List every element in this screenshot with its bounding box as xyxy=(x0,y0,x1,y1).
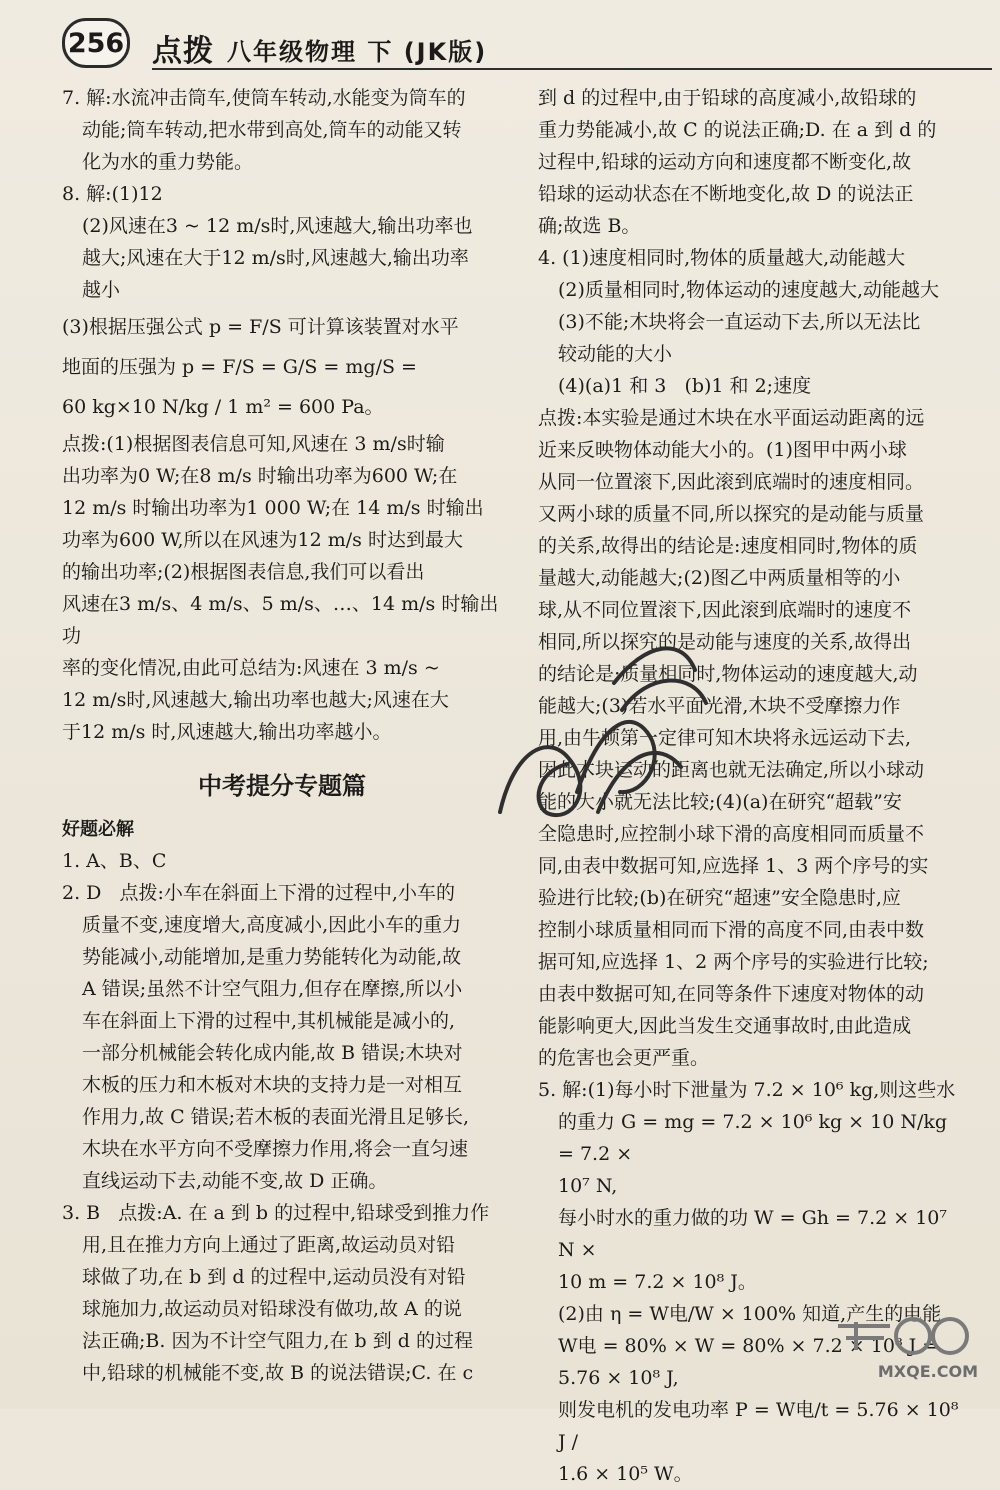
q3-line-5: 法正确;B. 因为不计空气阻力,在 b 到 d 的过程 xyxy=(82,1330,473,1352)
q4-tip-13: 能的大小就无法比较;(4)(a)在研究“超载”安 xyxy=(538,791,902,813)
q8-tip-7: 率的变化情况,由此可总结为:风速在 3 m/s ~ xyxy=(62,657,440,679)
q4-tip-16: 验进行比较;(b)在研究“超速”安全隐患时,应 xyxy=(538,887,901,909)
q2-line-4: A 错误;虽然不计空气阻力,但存在摩擦,所以小 xyxy=(82,978,463,1000)
question-4 xyxy=(538,242,968,402)
page-number: 256 xyxy=(62,18,130,68)
q3c-line-1: 到 d 的过程中,由于铅球的高度减小,故铅球的 xyxy=(538,87,917,109)
q4-tip-10: 能越大;(3)若水平面光滑,木块不受摩擦力作 xyxy=(538,695,901,717)
watermark-text: MXQE.COM xyxy=(877,1362,978,1381)
watermark xyxy=(798,1316,978,1381)
q4-tip-17: 控制小球质量相同而下滑的高度不同,由表中数 xyxy=(538,919,925,941)
q4-tip-14: 全隐患时,应控制小球下滑的高度相同而质量不 xyxy=(538,823,925,845)
q4-tip-6: 量越大,动能越大;(2)图乙中两质量相等的小 xyxy=(538,567,901,589)
section-title: 中考提分专题篇 xyxy=(198,772,366,800)
q8-line-1: 8. 解:(1)12 xyxy=(62,183,163,205)
q2-line-3: 势能减小,动能增加,是重力势能转化为动能,故 xyxy=(82,946,462,968)
q4-tip-2: 近来反映物体动能大小的。(1)图甲中两小球 xyxy=(538,439,907,461)
q8-tip-2: 出功率为0 W;在8 m/s 时输出功率为600 W;在 xyxy=(62,465,458,487)
q4-line-4: 较动能的大小 xyxy=(558,343,673,365)
q8-line-3: 越大;风速在大于12 m/s时,风速越大,输出功率 xyxy=(82,247,469,269)
question-5 xyxy=(538,1074,968,1490)
q5-line-5: 10 m = 7.2 × 10⁸ J。 xyxy=(558,1271,757,1293)
q3c-line-5: 确;故选 B。 xyxy=(538,215,641,237)
q8-line-2: (2)风速在3 ~ 12 m/s时,风速越大,输出功率也 xyxy=(82,215,473,237)
q3c-line-2: 重力势能减小,故 C 的说法正确;D. 在 a 到 d 的 xyxy=(538,119,937,141)
q8-tip-3: 12 m/s 时输出功率为1 000 W;在 14 m/s 时输出 xyxy=(62,497,484,519)
q4-tip-7: 球,从不同位置滚下,因此滚到底端时的速度不 xyxy=(538,599,912,621)
q5-line-1: 5. 解:(1)每小时下泄量为 7.2 × 10⁶ kg,则这些水 xyxy=(538,1079,956,1101)
question-7 xyxy=(62,82,502,178)
q4-tip-11: 用,由牛顿第一定律可知木块将永远运动下去, xyxy=(538,727,912,749)
q4-tip-15: 同,由表中数据可知,应选择 1、3 两个序号的实 xyxy=(538,855,929,877)
q4-line-2: (2)质量相同时,物体运动的速度越大,动能越大 xyxy=(558,279,939,301)
q4-tip-12: 因此木块运动的距离也就无法确定,所以小球动 xyxy=(538,759,925,781)
watermark-logo xyxy=(798,1316,978,1366)
q5-line-6: (2)由 η = W电/W × 100% 知道,产生的电能 xyxy=(558,1303,942,1325)
handwritten-signature xyxy=(474,600,734,850)
q8-tip-6: 风速在3 m/s、4 m/s、5 m/s、…、14 m/s 时输出功 xyxy=(62,593,499,647)
q4-tip-4: 又两小球的质量不同,所以探究的是动能与质量 xyxy=(538,503,925,525)
page-header xyxy=(62,18,982,69)
q2-line-6: 一部分机械能会转化成内能,故 B 错误;木块对 xyxy=(82,1042,463,1064)
question-3-continued xyxy=(538,82,968,242)
q2-line-8: 作用力,故 C 错误;若木板的表面光滑且足够长, xyxy=(82,1106,470,1128)
q8-tip-4: 功率为600 W,所以在风速为12 m/s 时达到最大 xyxy=(62,529,463,551)
brand-title: 点拨 xyxy=(152,34,214,69)
question-8 xyxy=(62,178,502,748)
q5-line-4: 每小时水的重力做的功 W = Gh = 7.2 × 10⁷ N × xyxy=(558,1207,954,1261)
q2-line-2: 质量不变,速度增大,高度减小,因此小车的重力 xyxy=(82,914,462,936)
q3-line-1: 3. B 点拨:A. 在 a 到 b 的过程中,铅球受到推力作 xyxy=(62,1202,490,1224)
q7-line-1: 7. 解:水流冲击筒车,使筒车转动,水能变为筒车的 xyxy=(62,87,466,109)
q8-formula-1: (3)根据压强公式 p = F/S 可计算该装置对水平 xyxy=(62,316,459,338)
q5-line-3: 10⁷ N, xyxy=(558,1175,618,1197)
q2-line-7: 木板的压力和木板对木块的支持力是一对相互 xyxy=(82,1074,463,1096)
q5-line-8: 则发电机的发电功率 P = W电/t = 5.76 × 10⁸ J / xyxy=(558,1399,965,1453)
header-rule xyxy=(152,68,992,70)
q5-line-9: 1.6 × 10⁵ W。 xyxy=(558,1463,693,1485)
q3-line-4: 球施加力,故运动员对铅球没有做功,故 A 的说 xyxy=(82,1298,462,1320)
q8-formula-3: 60 kg×10 N/kg / 1 m² = 600 Pa。 xyxy=(62,396,384,418)
q8-tip-8: 12 m/s时,风速越大,输出功率也越大;风速在大 xyxy=(62,689,449,711)
q8-tip-1: 点拨:(1)根据图表信息可知,风速在 3 m/s时输 xyxy=(62,433,445,455)
q3c-line-3: 过程中,铅球的运动方向和速度都不断变化,故 xyxy=(538,151,912,173)
q4-tip-1: 点拨:本实验是通过木块在水平面运动距离的远 xyxy=(538,407,925,429)
q7-line-3: 化为水的重力势能。 xyxy=(82,151,254,173)
question-1: 1. A、B、C xyxy=(62,850,167,872)
question-2 xyxy=(62,877,502,1197)
q4-tip-8: 相同,所以探究的是动能与速度的关系,故得出 xyxy=(538,631,912,653)
q3c-line-4: 铅球的运动状态在不断地变化,故 D 的说法正 xyxy=(538,183,914,205)
q7-line-2: 动能;筒车转动,把水带到高处,筒车的动能又转 xyxy=(82,119,462,141)
q4-tip-20: 能影响更大,因此当发生交通事故时,由此造成 xyxy=(538,1015,912,1037)
q8-tip-5: 的输出功率;(2)根据图表信息,我们可以看出 xyxy=(62,561,425,583)
q8-line-4: 越小 xyxy=(82,279,121,301)
question-3 xyxy=(62,1197,502,1389)
q8-tip-9: 于12 m/s 时,风速越大,输出功率越小。 xyxy=(62,721,392,743)
q4-line-5: (4)(a)1 和 3 (b)1 和 2;速度 xyxy=(558,375,812,397)
q8-formula-2: 地面的压强为 p = F/S = G/S = mg/S = xyxy=(62,356,417,378)
q4-tip-9: 的结论是:质量相同时,物体运动的速度越大,动 xyxy=(538,663,918,685)
q4-tip-19: 由表中数据可知,在同等条件下速度对物体的动 xyxy=(538,983,925,1005)
q4-line-1: 4. (1)速度相同时,物体的质量越大,动能越大 xyxy=(538,247,906,269)
q4-tip-18: 据可知,应选择 1、2 两个序号的实验进行比较; xyxy=(538,951,929,973)
left-column xyxy=(62,82,502,1389)
book-title: 八年级物理 下 (JK版) xyxy=(227,38,488,66)
q3-line-6: 中,铅球的机械能不变,故 B 的说法错误;C. 在 c xyxy=(82,1362,474,1384)
q2-line-9: 木块在水平方向不受摩擦力作用,将会一直匀速 xyxy=(82,1138,469,1160)
q3-line-3: 球做了功,在 b 到 d 的过程中,运动员没有对铅 xyxy=(82,1266,466,1288)
q4-tip-5: 的关系,故得出的结论是:速度相同时,物体的质 xyxy=(538,535,918,557)
subsection-title: 好题必解 xyxy=(62,819,134,840)
q2-line-5: 车在斜面上下滑的过程中,其机械能是减小的, xyxy=(82,1010,456,1032)
q3-line-2: 用,且在推力方向上通过了距离,故运动员对铅 xyxy=(82,1234,456,1256)
q4-tip-3: 从同一位置滚下,因此滚到底端时的速度相同。 xyxy=(538,471,925,493)
q2-line-10: 直线运动下去,动能不变,故 D 正确。 xyxy=(82,1170,388,1192)
q2-line-1: 2. D 点拨:小车在斜面上下滑的过程中,小车的 xyxy=(62,882,455,904)
q4-line-3: (3)不能;木块将会一直运动下去,所以无法比 xyxy=(558,311,921,333)
q5-line-7: W电 = 80% × W = 80% × 7.2 × 10⁸ J = 5.76 × 10⁸ J, xyxy=(558,1335,945,1389)
q4-tip-21: 的危害也会更严重。 xyxy=(538,1047,710,1069)
q5-line-2: 的重力 G = mg = 7.2 × 10⁶ kg × 10 N/kg = 7.2 × xyxy=(558,1111,954,1165)
